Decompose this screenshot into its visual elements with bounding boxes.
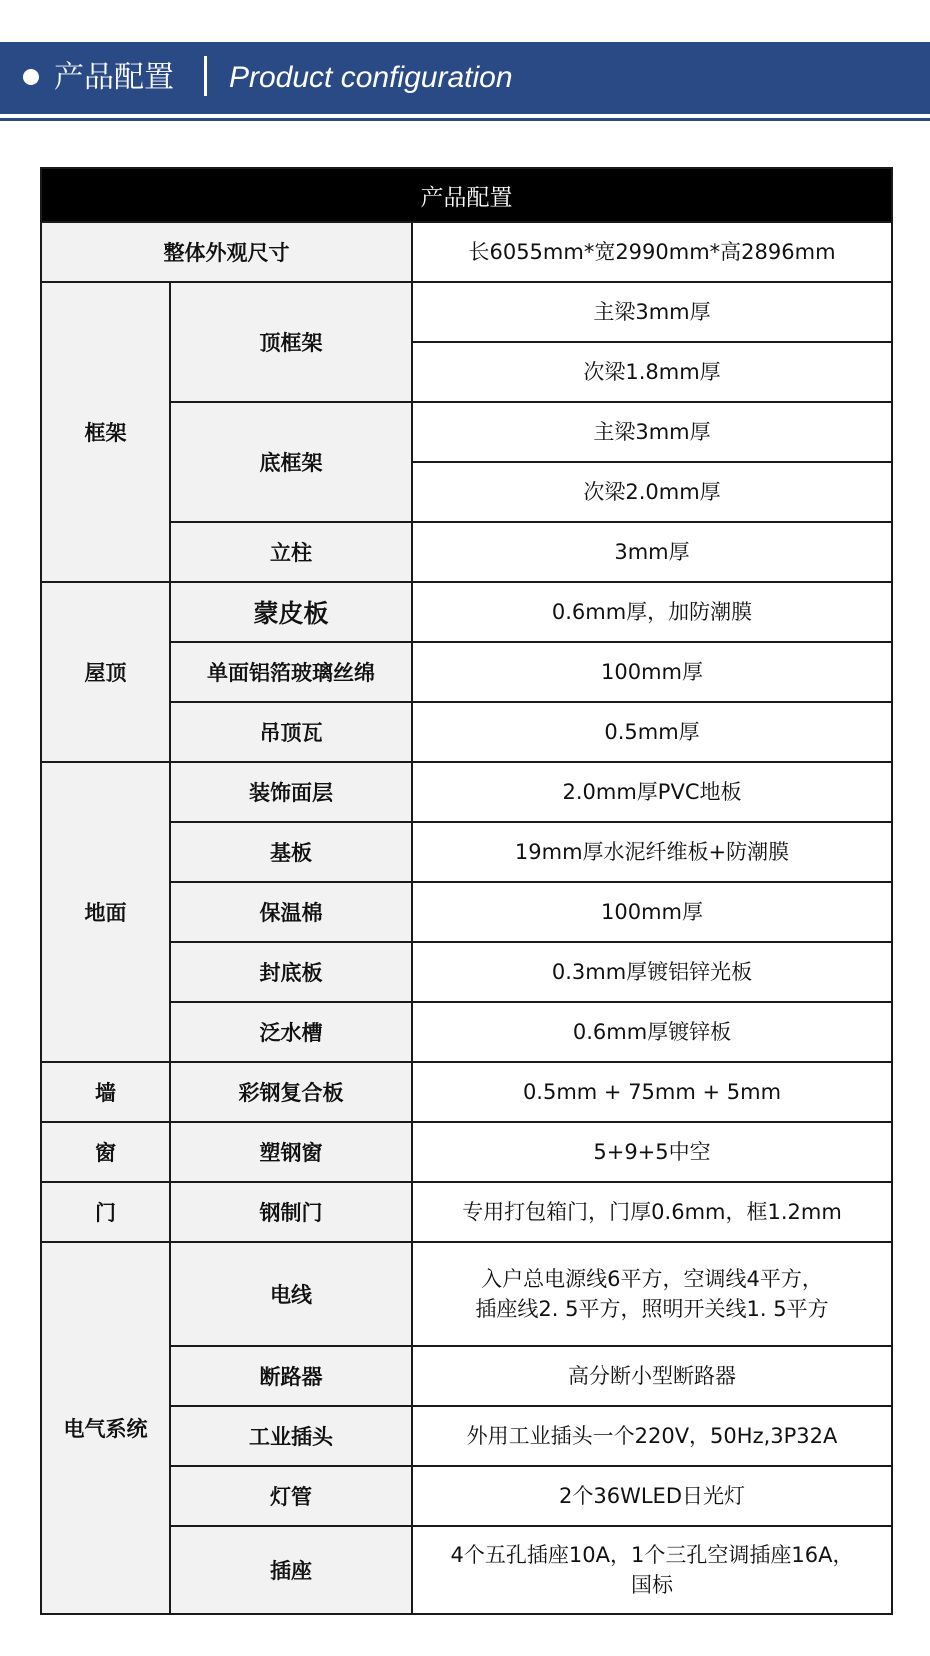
roof-row-value: 0.5mm厚 xyxy=(412,702,892,762)
floor-row-label: 装饰面层 xyxy=(170,762,412,822)
roof-row-label: 吊顶瓦 xyxy=(170,702,412,762)
roof-row-label: 单面铝箔玻璃丝绵 xyxy=(170,642,412,702)
top-frame-value-2: 次梁1.8mm厚 xyxy=(412,342,892,402)
electric-row-value: 外用工业插头一个220V，50Hz,3P32A xyxy=(412,1406,892,1466)
bullet-dot-icon xyxy=(23,69,39,85)
top-frame-label: 顶框架 xyxy=(170,282,412,402)
header-underline xyxy=(0,118,930,121)
electric-row-value: 2个36WLED日光灯 xyxy=(412,1466,892,1526)
top-frame-value-1: 主梁3mm厚 xyxy=(412,282,892,342)
electric-row-value: 高分断小型断路器 xyxy=(412,1346,892,1406)
overall-size-value: 长6055mm*宽2990mm*高2896mm xyxy=(412,222,892,282)
window-sub-label: 塑钢窗 xyxy=(170,1122,412,1182)
bottom-frame-label: 底框架 xyxy=(170,402,412,522)
electric-row-label: 断路器 xyxy=(170,1346,412,1406)
electric-row-value-line: 入户总电源线6平方，空调线4平方， xyxy=(481,1267,823,1291)
door-value: 专用打包箱门，门厚0.6mm，框1.2mm xyxy=(412,1182,892,1242)
floor-row-label: 基板 xyxy=(170,822,412,882)
floor-row-label: 泛水槽 xyxy=(170,1002,412,1062)
product-config-table xyxy=(40,167,893,1615)
floor-row-value: 0.6mm厚镀锌板 xyxy=(412,1002,892,1062)
electric-row-value xyxy=(412,1242,892,1346)
floor-row-label: 保温棉 xyxy=(170,882,412,942)
roof-row-value: 100mm厚 xyxy=(412,642,892,702)
electric-row-value-line: 4个五孔插座10A，1个三孔空调插座16A， xyxy=(450,1543,854,1567)
section-title-en: Product configuration xyxy=(229,61,513,94)
table-title: 产品配置 xyxy=(41,168,892,222)
floor-row-value: 100mm厚 xyxy=(412,882,892,942)
electric-row-label: 插座 xyxy=(170,1526,412,1614)
bottom-frame-value-1: 主梁3mm厚 xyxy=(412,402,892,462)
door-sub-label: 钢制门 xyxy=(170,1182,412,1242)
roof-row-label: 蒙皮板 xyxy=(170,582,412,642)
overall-size-label: 整体外观尺寸 xyxy=(41,222,412,282)
electric-row-value-line: 国标 xyxy=(631,1573,673,1597)
floor-row-value: 19mm厚水泥纤维板+防潮膜 xyxy=(412,822,892,882)
electric-row-value-line: 插座线2. 5平方，照明开关线1. 5平方 xyxy=(475,1297,829,1321)
floor-row-value: 2.0mm厚PVC地板 xyxy=(412,762,892,822)
floor-row-value: 0.3mm厚镀铝锌光板 xyxy=(412,942,892,1002)
bottom-frame-value-2: 次梁2.0mm厚 xyxy=(412,462,892,522)
electric-row-label: 灯管 xyxy=(170,1466,412,1526)
electric-row-label: 工业插头 xyxy=(170,1406,412,1466)
column-value: 3mm厚 xyxy=(412,522,892,582)
electric-row-label: 电线 xyxy=(170,1242,412,1346)
floor-row-label: 封底板 xyxy=(170,942,412,1002)
door-label: 门 xyxy=(41,1182,170,1242)
frame-label: 框架 xyxy=(41,282,170,582)
column-label: 立柱 xyxy=(170,522,412,582)
title-divider xyxy=(204,56,207,96)
window-label: 窗 xyxy=(41,1122,170,1182)
roof-label: 屋顶 xyxy=(41,582,170,762)
floor-label: 地面 xyxy=(41,762,170,1062)
window-value: 5+9+5中空 xyxy=(412,1122,892,1182)
wall-sub-label: 彩钢复合板 xyxy=(170,1062,412,1122)
section-title-cn: 产品配置 xyxy=(54,60,174,95)
wall-value: 0.5mm + 75mm + 5mm xyxy=(412,1062,892,1122)
wall-label: 墙 xyxy=(41,1062,170,1122)
roof-row-value: 0.6mm厚，加防潮膜 xyxy=(412,582,892,642)
electric-row-value xyxy=(412,1526,892,1614)
electric-label: 电气系统 xyxy=(41,1242,170,1614)
